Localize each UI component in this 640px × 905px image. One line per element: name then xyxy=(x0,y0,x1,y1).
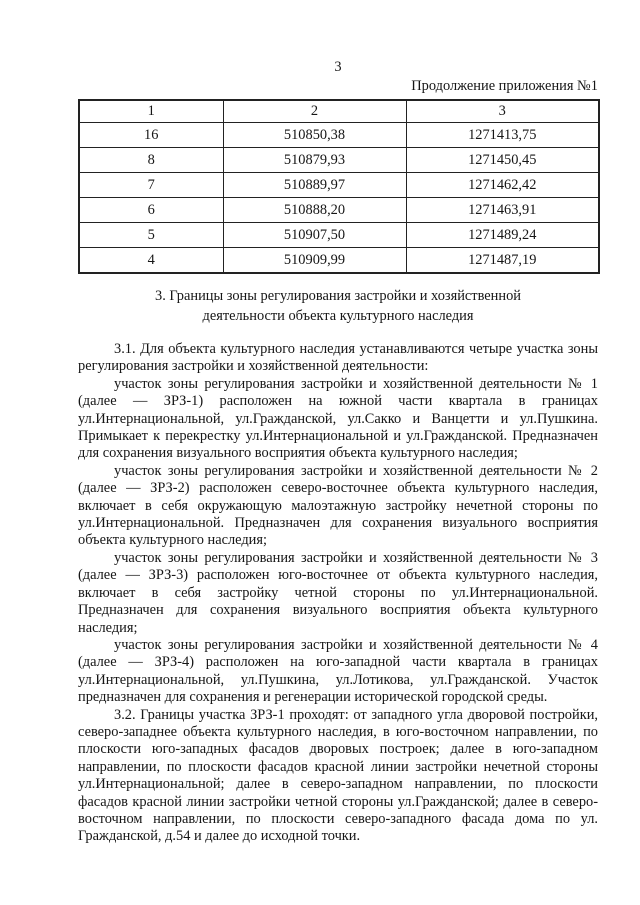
section-heading xyxy=(78,287,598,326)
coordinate-x-cell: 510850,38 xyxy=(223,123,406,148)
appendix-continuation-note: Продолжение приложения №1 xyxy=(411,78,598,94)
section-heading-line: деятельности объекта культурного наследия xyxy=(202,307,474,324)
coordinate-y-cell: 1271462,42 xyxy=(406,173,599,198)
coordinate-x-cell: 510907,50 xyxy=(223,223,406,248)
paragraph-3-2-boundaries: 3.2. Границы участка ЗРЗ-1 проходят: от западного угла дворовой постройки, северо-западнее объекта культурного наследия, в юго-восточном направлении, по плоскости юго-западных фасадов дворовых построек; далее в юго-западном направлении, по плоскости фасадов красной линии застройки нечетной стороны ул.Интернациональной; далее в северо-западном направлении, по плоскости фасадов красной линии застройки четной стороны ул.Гражданской; далее в северо-восточном направлении, по плоскости северо-западного фасада дома по ул. Гражданской, д.54 и далее до исходной точки. xyxy=(78,706,598,845)
point-number-cell: 16 xyxy=(79,123,223,148)
point-number-cell: 8 xyxy=(79,148,223,173)
column-header: 2 xyxy=(223,100,406,123)
paragraph-zone-1: участок зоны регулирования застройки и хозяйственной деятельности № 1 (далее — ЗРЗ-1) расположен на южной части квартала в границах ул.Интернациональной, ул.Гражданской, ул.Сакко и Ванцетти и ул.Пушкина. Примыкает к перекрестку ул.Интернациональной и ул.Гражданской. Предназначен для сохранения визуального восприятия объекта культурного наследия; xyxy=(78,375,598,462)
coordinate-y-cell: 1271487,19 xyxy=(406,248,599,274)
paragraph-zone-2: участок зоны регулирования застройки и хозяйственной деятельности № 2 (далее — ЗРЗ-2) расположен северо-восточнее объекта культурного наследия, включает в себя окружающую малоэтажную застройку нечетной стороны по ул.Интернациональной. Предназначен для сохранения визуального восприятия объекта культурного наследия; xyxy=(78,462,598,549)
table-row xyxy=(79,223,599,248)
section-body xyxy=(78,341,598,846)
coordinate-x-cell: 510879,93 xyxy=(223,148,406,173)
coordinate-y-cell: 1271463,91 xyxy=(406,198,599,223)
table-row xyxy=(79,123,599,148)
table-row xyxy=(79,173,599,198)
paragraph-3-1-intro: 3.1. Для объекта культурного наследия устанавливаются четыре участка зоны регулирования застройки и хозяйственной деятельности: xyxy=(78,341,598,375)
paragraph-zone-4: участок зоны регулирования застройки и хозяйственной деятельности № 4 (далее — ЗРЗ-4) расположен на юго-западной части квартала в границах ул.Интернациональной, ул.Пушкина, ул.Лотикова, ул.Гражданской. Участок предназначен для сохранения и регенерации исторической городской среды. xyxy=(78,636,598,706)
page-number: 3 xyxy=(334,59,342,75)
coordinates-table xyxy=(78,99,600,274)
point-number-cell: 6 xyxy=(79,198,223,223)
paragraph-zone-3: участок зоны регулирования застройки и хозяйственной деятельности № 3 (далее — ЗРЗ-3) расположен юго-восточнее от объекта культурного наследия, включает в себя застройку четной стороны по ул.Интернациональной. Предназначен для сохранения визуального восприятия объекта культурного наследия; xyxy=(78,549,598,636)
coordinate-y-cell: 1271413,75 xyxy=(406,123,599,148)
table-row xyxy=(79,148,599,173)
coordinate-y-cell: 1271489,24 xyxy=(406,223,599,248)
point-number-cell: 4 xyxy=(79,248,223,274)
column-header: 1 xyxy=(79,100,223,123)
column-header: 3 xyxy=(406,100,599,123)
point-number-cell: 7 xyxy=(79,173,223,198)
table-header-row xyxy=(79,100,599,123)
table-row xyxy=(79,198,599,223)
coordinate-y-cell: 1271450,45 xyxy=(406,148,599,173)
point-number-cell: 5 xyxy=(79,223,223,248)
coordinate-x-cell: 510888,20 xyxy=(223,198,406,223)
table-row xyxy=(79,248,599,274)
coordinate-x-cell: 510889,97 xyxy=(223,173,406,198)
section-heading-line: 3. Границы зоны регулирования застройки и хозяйственной xyxy=(155,288,521,304)
coordinate-x-cell: 510909,99 xyxy=(223,248,406,274)
